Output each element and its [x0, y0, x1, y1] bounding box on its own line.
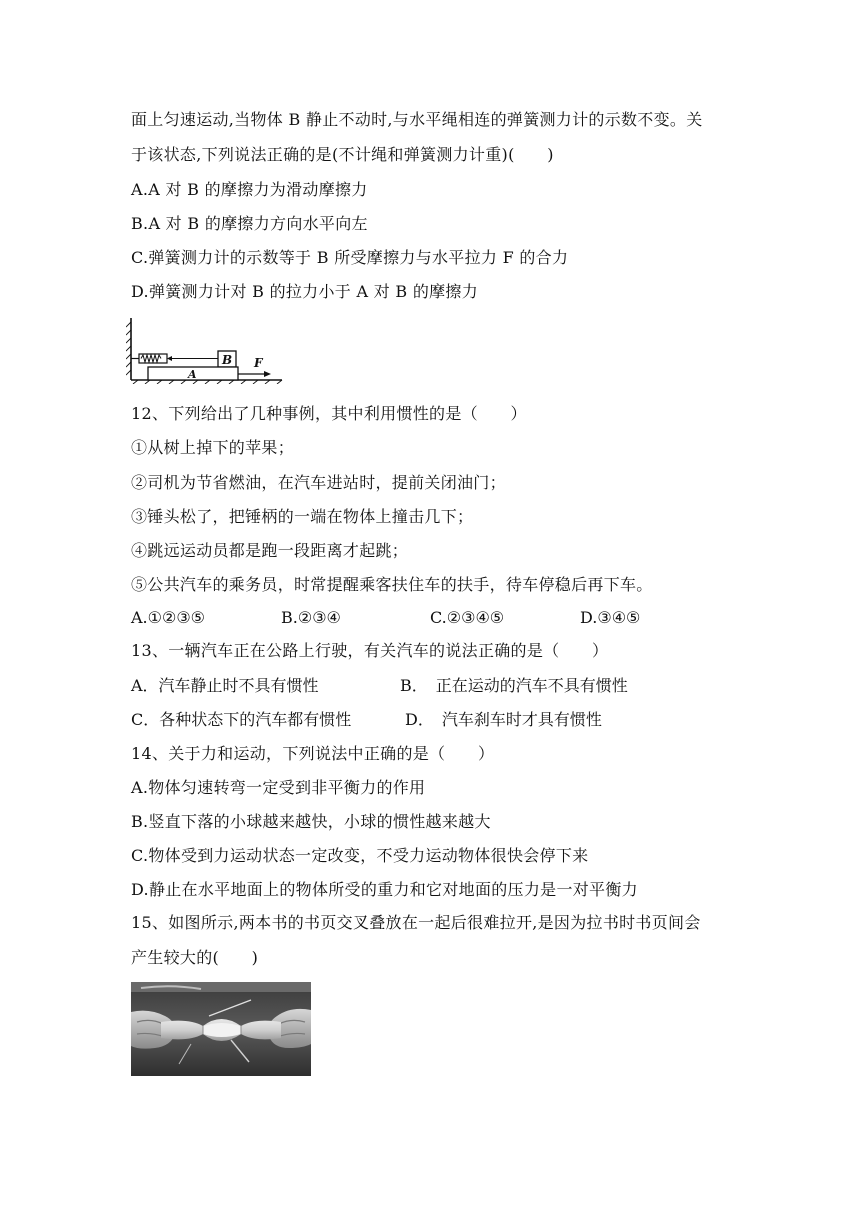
- q11-option-a: A.A 对 B 的摩擦力为滑动摩擦力: [131, 180, 368, 199]
- q12-item-3: ③锤头松了，把锤柄的一端在物体上撞击几下；: [131, 507, 474, 526]
- block-b-label: B: [222, 353, 233, 367]
- q12-option-a: A.①②③⑤: [131, 608, 206, 627]
- q12-option-c: C.②③④⑤: [430, 608, 505, 627]
- q13-stem: 13、一辆汽车正在公路上行驶，有关汽车的说法正确的是（ ）: [131, 641, 609, 660]
- q12-item-1: ①从树上掉下的苹果；: [131, 438, 295, 457]
- q13-option-c: C．各种状态下的汽车都有惯性: [131, 710, 352, 729]
- q14-stem: 14、关于力和运动，下列说法中正确的是（ ）: [131, 744, 495, 763]
- q11-option-d: D.弹簧测力计对 B 的拉力小于 A 对 B 的摩擦力: [131, 282, 479, 301]
- q13-option-b: B． 正在运动的汽车不具有惯性: [400, 676, 628, 695]
- q13-option-d: D． 汽车刹车时才具有惯性: [405, 710, 602, 729]
- q12-option-d: D.③④⑤: [580, 608, 641, 627]
- q11-option-b: B.A 对 B 的摩擦力方向水平向左: [131, 214, 368, 233]
- q11-stem-line-2: 于该状态,下列说法正确的是(不计绳和弹簧测力计重)( ): [131, 145, 554, 164]
- q11-stem-line-1: 面上匀速运动,当物体 B 静止不动时,与水平绳相连的弹簧测力计的示数不变。关: [131, 110, 703, 129]
- force-f-label: F: [254, 356, 263, 370]
- q14-option-d: D.静止在水平地面上的物体所受的重力和它对地面的压力是一对平衡力: [131, 880, 638, 899]
- q12-stem: 12、下列给出了几种事例，其中利用惯性的是（ ）: [131, 404, 527, 423]
- q14-option-a: A.物体匀速转弯一定受到非平衡力的作用: [131, 778, 426, 797]
- q14-option-b: B.竖直下落的小球越来越快，小球的惯性越来越大: [131, 812, 491, 831]
- q12-item-2: ②司机为节省燃油，在汽车进站时，提前关闭油门；: [131, 473, 506, 492]
- interleaved-books-photo: [131, 982, 311, 1076]
- spring-block-diagram: [126, 316, 286, 384]
- block-a-label: A: [188, 368, 197, 381]
- q11-option-c: C.弹簧测力计的示数等于 B 所受摩擦力与水平拉力 F 的合力: [131, 248, 569, 267]
- q14-option-c: C.物体受到力运动状态一定改变，不受力运动物体很快会停下来: [131, 846, 589, 865]
- q12-item-5: ⑤公共汽车的乘务员，时常提醒乘客扶住车的扶手，待车停稳后再下车。: [131, 575, 653, 594]
- q15-stem-line-1: 15、如图所示,两本书的书页交叉叠放在一起后很难拉开,是因为拉书时书页间会: [131, 913, 701, 932]
- q12-option-b: B.②③④: [281, 608, 341, 627]
- q15-stem-line-2: 产生较大的( ): [131, 948, 259, 967]
- q13-option-a: A．汽车静止时不具有惯性: [131, 676, 319, 695]
- q12-item-4: ④跳远运动员都是跑一段距离才起跳；: [131, 541, 409, 560]
